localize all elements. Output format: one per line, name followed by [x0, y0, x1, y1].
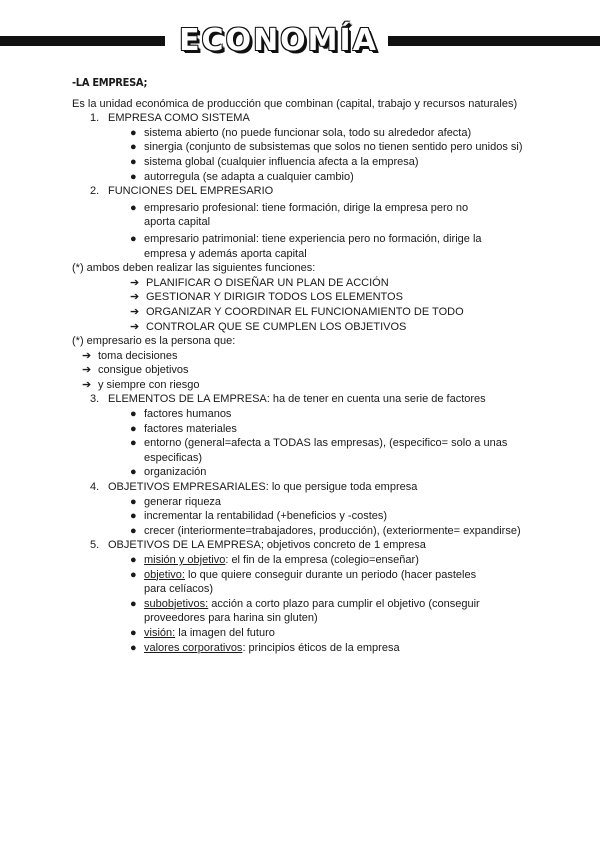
term: subobjetivos: [144, 597, 209, 610]
function-item: ➔ GESTIONAR Y DIRIGIR TODOS LOS ELEMENTOS [130, 291, 403, 304]
term: valores corporativos [144, 641, 243, 654]
list-item: ● factores materiales [130, 422, 237, 435]
list-item: ● sinergia (conjunto de subsistemas que solos no tienen sentido pero unidos si) [130, 141, 523, 154]
list-item: ● empresario profesional: tiene formación, dirige la empresa pero no aporta capital [130, 201, 469, 229]
bullet-icon: ● [130, 155, 137, 168]
bullet-icon: ● [130, 201, 137, 214]
list-item: ● valores corporativos: principios éticos de la empresa [130, 641, 400, 654]
section-3-title: 3. ELEMENTOS DE LA EMPRESA: ha de tener en cuenta una serie de factores [90, 393, 486, 406]
note-ambos: (*) ambos deben realizar las siguientes funciones: [72, 262, 316, 275]
list-item: ● subobjetivos: acción a corto plazo para cumplir el objetivo (conseguir proveedores para harina sin gluten) [130, 597, 480, 625]
list-item: ● generar riqueza [130, 495, 222, 508]
note-empresario: (*) empresario es la persona que: [72, 335, 236, 348]
bullet-icon: ● [130, 554, 137, 566]
arrow-icon: ➔ [130, 320, 140, 333]
list-item: ● misión y objetivo: el fin de la empresa (colegio=enseñar) [130, 554, 419, 566]
list-item: ● crecer (interiormente=trabajadores, producción), (exteriormente= expandirse) [130, 524, 521, 537]
bullet-icon: ● [130, 232, 137, 245]
person-item: ➔ toma decisiones [82, 349, 178, 362]
bullet-icon: ● [130, 422, 137, 435]
bullet-icon: ● [130, 524, 137, 537]
function-item: ➔ CONTROLAR QUE SE CUMPLEN LOS OBJETIVOS [130, 320, 407, 333]
bullet-icon: ● [130, 170, 137, 183]
function-item: ➔ ORGANIZAR Y COORDINAR EL FUNCIONAMIENTO DE TODO [130, 305, 464, 318]
term: visión: [144, 626, 176, 639]
list-item: ● factores humanos [130, 408, 232, 421]
bullet-icon: ● [130, 597, 137, 610]
bullet-icon: ● [130, 126, 137, 139]
function-item: ➔ PLANIFICAR O DISEÑAR UN PLAN DE ACCIÓN [130, 276, 389, 289]
list-item: ● visión: la imagen del futuro [130, 626, 275, 639]
document-body [72, 76, 572, 655]
person-item: ➔ consigue objetivos [82, 364, 189, 377]
arrow-icon: ➔ [82, 349, 92, 362]
intro-text: Es la unidad económica de producción que combinan (capital, trabajo y recursos naturales) [72, 97, 518, 110]
bullet-icon: ● [130, 641, 137, 654]
arrow-icon: ➔ [130, 276, 140, 289]
list-item: ● incrementar la rentabilidad (+beneficios y -costes) [130, 510, 388, 523]
section-heading: -LA EMPRESA; [72, 76, 148, 89]
section-2-title: 2. FUNCIONES DEL EMPRESARIO [90, 185, 274, 198]
arrow-icon: ➔ [82, 364, 92, 377]
page-header [0, 22, 600, 62]
page-title: ECONOMÍA [179, 23, 378, 58]
bullet-icon: ● [130, 141, 137, 154]
header-bar-right [388, 36, 600, 46]
list-item: ● empresario patrimonial: tiene experiencia pero no formación, dirige la empresa y además aporta capital [130, 232, 482, 260]
arrow-icon: ➔ [82, 378, 92, 391]
bullet-icon: ● [130, 408, 137, 421]
bullet-icon: ● [130, 510, 137, 523]
bullet-icon: ● [130, 568, 137, 581]
term: objetivo: [144, 568, 185, 581]
bullet-icon: ● [130, 626, 137, 639]
arrow-icon: ➔ [130, 305, 140, 318]
section-5-title: 5. OBJETIVOS DE LA EMPRESA; objetivos concreto de 1 empresa [90, 539, 426, 552]
arrow-icon: ➔ [130, 291, 140, 304]
header-bar-left [0, 36, 165, 46]
list-item: ● organización [130, 466, 207, 479]
section-1-title: 1. EMPRESA COMO SISTEMA [90, 112, 250, 125]
term: misión y objetivo [144, 554, 226, 566]
list-item: ● sistema abierto (no puede funcionar sola, todo su alrededor afecta) [130, 126, 472, 139]
bullet-icon: ● [130, 437, 137, 450]
list-item: ● objetivo: lo que quiere conseguir durante un periodo (hacer pasteles para celíacos) [130, 568, 477, 596]
list-item: ● entorno (general=afecta a TODAS las empresas), (especifico= solo a unas especificas) [130, 437, 508, 464]
bullet-icon: ● [130, 466, 137, 479]
bullet-icon: ● [130, 495, 137, 508]
section-4-title: 4. OBJETIVOS EMPRESARIALES: lo que persigue toda empresa [90, 481, 418, 494]
list-item: ● autorregula (se adapta a cualquier cambio) [130, 170, 354, 183]
person-item: ➔ y siempre con riesgo [82, 378, 200, 391]
list-item: ● sistema global (cualquier influencia afecta a la empresa) [130, 155, 419, 168]
